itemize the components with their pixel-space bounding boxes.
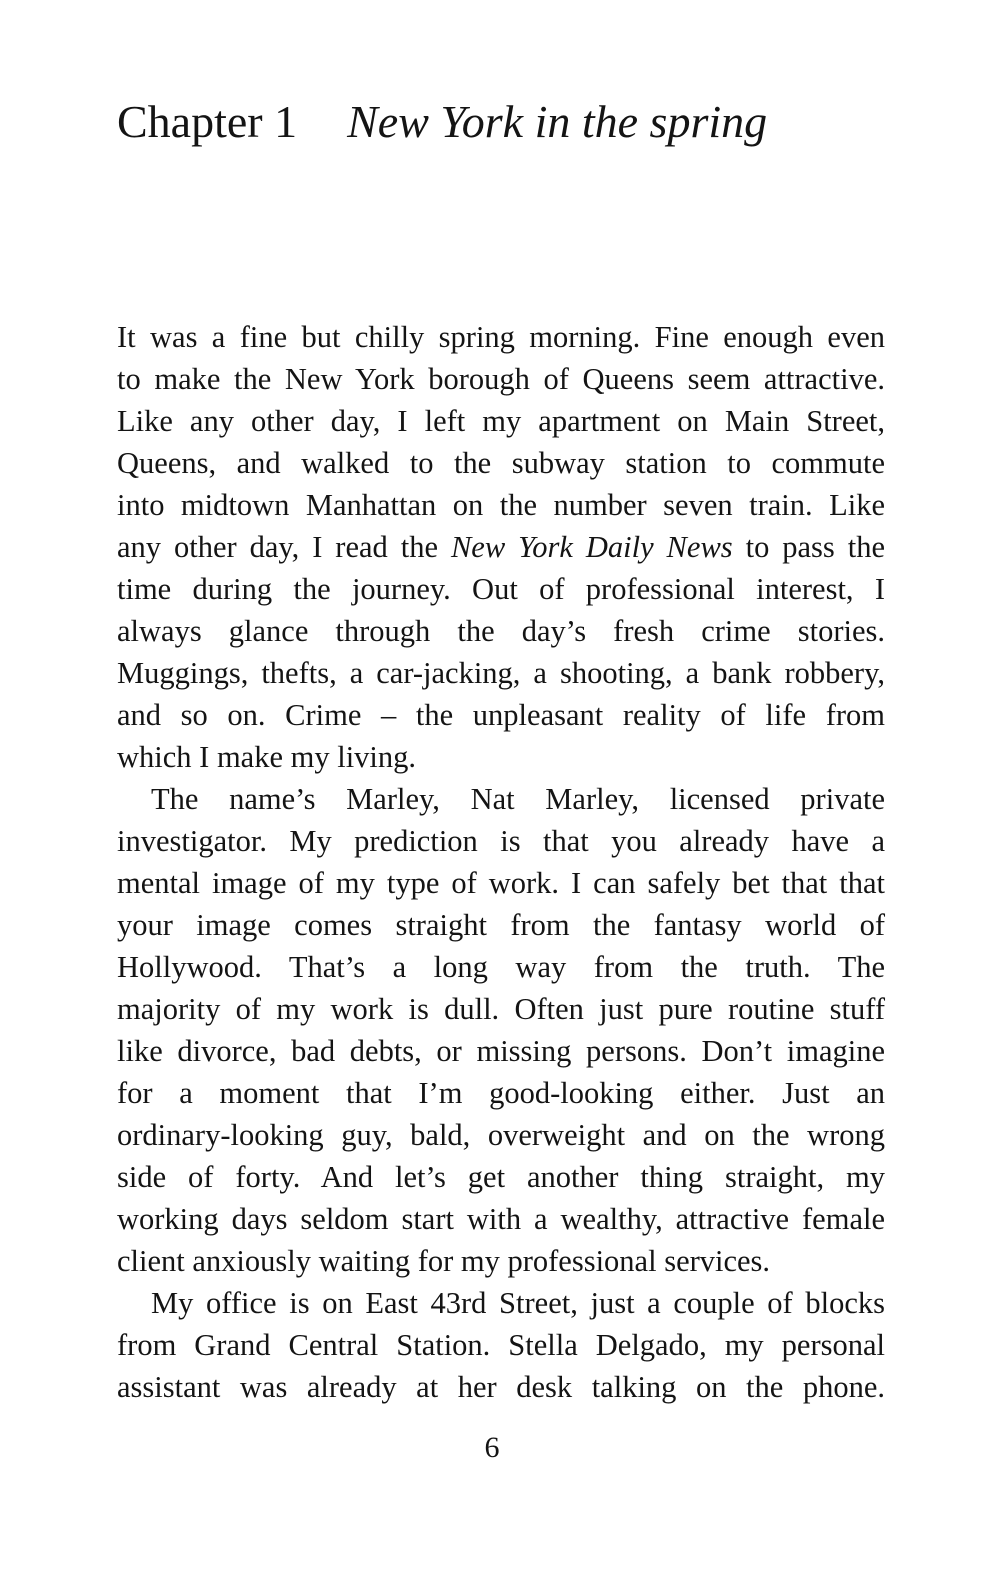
text-line: investigator. My prediction is that you already have a: [117, 824, 885, 858]
text-line: like divorce, bad debts, or missing persons. Don’t imagine: [117, 1034, 885, 1068]
text-line: which I make my living.: [117, 740, 417, 774]
paragraph-1: [117, 316, 885, 778]
newspaper-title: New York Daily News: [450, 530, 733, 564]
text-line: It was a fine but chilly spring morning. Fine enough even: [117, 320, 885, 354]
text-line: Muggings, thefts, a car-jacking, a shooting, a bank robbery,: [117, 656, 885, 690]
text-line: your image comes straight from the fantasy world of: [117, 908, 885, 942]
text-fragment: any other day, I read the: [117, 530, 451, 564]
page-number: 6: [484, 1431, 500, 1464]
text-line-with-title: [117, 526, 885, 568]
body-text: [117, 316, 885, 1408]
paragraph-2: [117, 778, 885, 1282]
chapter-title: New York in the spring: [347, 96, 768, 147]
text-line: The name’s Marley, Nat Marley, licensed private: [151, 782, 885, 816]
paragraph-3: [117, 1282, 885, 1408]
chapter-number: Chapter 1: [117, 96, 298, 147]
text-line: working days seldom start with a wealthy, attractive female: [117, 1202, 885, 1236]
text-line: Like any other day, I left my apartment on Main Street,: [117, 404, 885, 438]
text-line: from Grand Central Station. Stella Delgado, my personal: [117, 1328, 885, 1362]
text-line: majority of my work is dull. Often just pure routine stuff: [117, 992, 885, 1026]
text-line: to make the New York borough of Queens seem attractive.: [117, 362, 885, 396]
text-line: assistant was already at her desk talking on the phone.: [117, 1370, 885, 1404]
text-line: client anxiously waiting for my professional services.: [117, 1244, 771, 1278]
text-fragment: to pass the: [732, 530, 885, 564]
text-line: My office is on East 43rd Street, just a couple of blocks: [151, 1286, 885, 1320]
text-line: into midtown Manhattan on the number seven train. Like: [117, 488, 885, 522]
text-line: time during the journey. Out of professional interest, I: [117, 572, 885, 606]
text-line: always glance through the day’s fresh crime stories.: [117, 614, 885, 648]
text-line: and so on. Crime – the unpleasant reality of life from: [117, 698, 885, 732]
text-line: side of forty. And let’s get another thing straight, my: [117, 1160, 885, 1194]
text-line: ordinary-looking guy, bald, overweight and on the wrong: [117, 1118, 885, 1152]
text-line: Hollywood. That’s a long way from the truth. The: [117, 950, 885, 984]
text-line: mental image of my type of work. I can safely bet that that: [117, 866, 885, 900]
chapter-heading: [117, 92, 767, 152]
text-line: for a moment that I’m good-looking either. Just an: [117, 1076, 885, 1110]
text-line: Queens, and walked to the subway station to commute: [117, 446, 885, 480]
